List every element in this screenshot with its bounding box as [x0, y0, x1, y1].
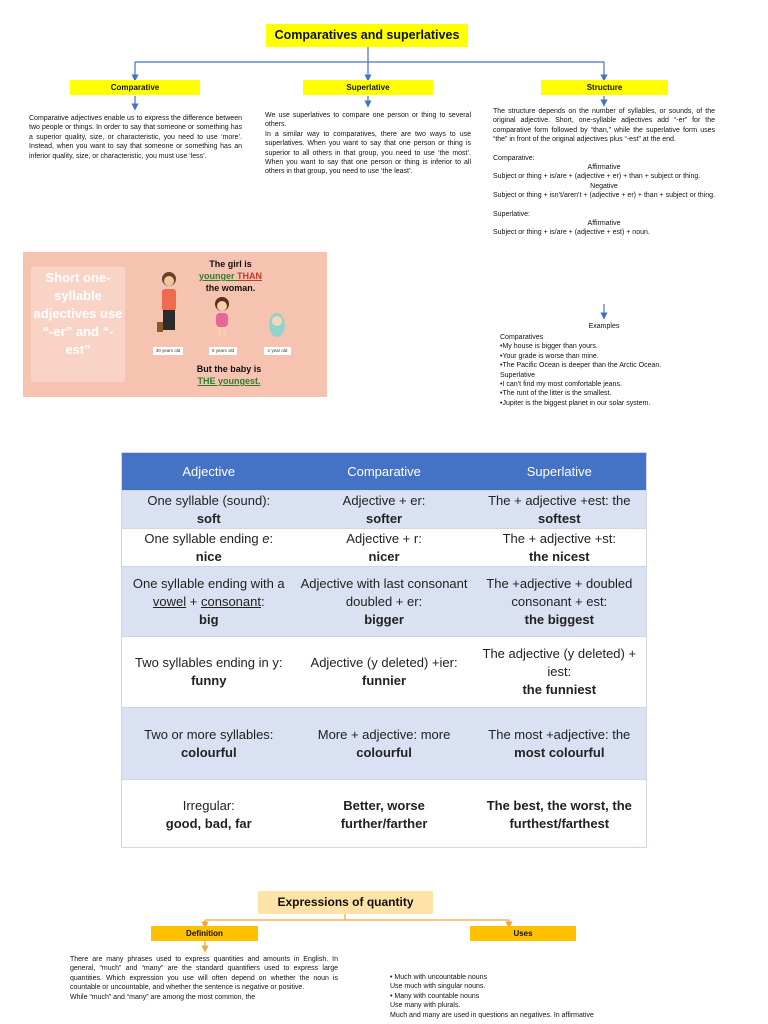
list-item: Use much with singular nouns. — [390, 983, 486, 991]
infographic — [23, 252, 327, 397]
cell-text: Adjective (y deleted) +ier: — [310, 655, 458, 670]
list-item: •Jupiter is the biggest planet in our solar system. — [500, 399, 651, 407]
cell-text-italic: e — [262, 530, 270, 546]
comparative-header: Comparative — [70, 80, 200, 95]
page-title: Comparatives and superlatives — [266, 24, 468, 47]
cell-example: The best, the worst, the — [486, 797, 632, 813]
structure-negative-label: Negative — [590, 182, 618, 190]
structure-intro: The structure depends on the number of syllables, or sounds, of the original adjective. Short, one-syllable adjectives add “-er” for the comparative form followed by “than,” while the superlative form uses “the” in front of the original adjectives plus “-est” at the end. — [493, 108, 715, 144]
cell-text: : — [260, 593, 265, 609]
caption-younger: younger — [198, 271, 237, 281]
cell-example: furthest/farthest — [509, 815, 610, 831]
cell-text: The +adjective + doubled consonant + est: — [486, 575, 633, 609]
structure-affirmative-label-2: Affirmative — [587, 220, 621, 228]
cell-text: The adjective (y deleted) + iest: — [482, 646, 637, 679]
examples-label: Examples — [588, 323, 620, 330]
infographic-bottom-caption — [189, 363, 269, 387]
cell-text: + — [186, 593, 201, 609]
cell-example: nice — [195, 548, 222, 564]
cell-text-underlined: consonant — [200, 593, 261, 609]
caption-than: THAN — [237, 271, 262, 281]
cell-example: good, bad, far — [165, 815, 252, 831]
uses-header: Uses — [470, 926, 576, 941]
structure-superlative-label: Superlative: — [493, 210, 530, 218]
uses-list — [390, 973, 690, 1020]
definition-text: There are many phrases used to express quantities and amounts in English. In general, “much” and “many” are the standard quantifiers used to express large quantities. Which expression you use will often depend on whether the noun is countable or uncountable, and whether the sentence is negative or positive. While “much” and “many” are among the most common, the — [70, 956, 338, 1001]
cell-example: softest — [537, 510, 581, 526]
age-label-girl: 8 years old — [209, 347, 237, 355]
cell-example: bigger — [364, 611, 404, 627]
list-item: Comparatives — [500, 334, 544, 341]
list-item: •I can’t find my most comfortable jeans. — [500, 381, 622, 389]
cell-text: One syllable ending — [144, 530, 263, 546]
caption-line: the woman. — [205, 283, 256, 293]
column-header: Adjective — [121, 452, 297, 491]
structure-header: Structure — [541, 80, 668, 95]
structure-column — [493, 107, 715, 238]
cell-example: funnier — [362, 673, 407, 688]
cell-text: The + adjective +est: the — [488, 492, 631, 508]
cell-example: funny — [191, 673, 227, 688]
list-item: Much and many are used in questions an negatives. In affirmative — [390, 1011, 594, 1019]
cell-example: the biggest — [524, 611, 594, 627]
caption-line: The girl is — [209, 259, 252, 269]
caption-line — [193, 270, 268, 282]
cell-text: The most +adjective: the — [488, 726, 631, 742]
cell-example: softer — [365, 510, 403, 526]
structure-comparative-affirmative: Subject or thing + is/are + (adjective + er) + than + subject or thing. — [493, 173, 701, 181]
list-item: Superlative — [500, 371, 536, 379]
caption-youngest: THE youngest. — [197, 376, 261, 386]
table-border — [121, 452, 647, 848]
cell-text: Adjective + r: — [346, 530, 422, 546]
list-item: • Much with uncountable nouns — [390, 974, 488, 981]
definition-header: Definition — [151, 926, 258, 941]
examples-list — [500, 333, 720, 408]
cell-example: the funniest — [522, 682, 597, 697]
cell-example: further/farther — [340, 815, 428, 831]
age-label-woman: 30 years old — [153, 347, 183, 355]
cell-example: nicer — [368, 548, 400, 564]
girl-figure — [215, 297, 229, 336]
list-item: •The runt of the litter is the smallest. — [500, 390, 612, 398]
cell-text: The + adjective +st: — [502, 530, 617, 546]
list-item: • Many with countable nouns — [390, 992, 480, 1000]
cell-text: Adjective with last consonant doubled + er: — [300, 575, 468, 609]
cell-text: Two or more syllables: — [144, 726, 274, 742]
superlative-description: We use superlatives to compare one person or thing to several others. In a similar way to comparatives, there are two ways to use superlatives. When you want to say that one person or thing is superior to all others in that group, you need to use ‘the most’. When you want to say that one person or thing is inferior to all others in that group, you need to use ‘the least’. — [265, 112, 471, 176]
cell-text: One syllable ending with a — [132, 575, 285, 591]
cell-text: One syllable (sound): — [147, 492, 271, 508]
age-label-baby: 1 year old — [264, 347, 291, 355]
list-item: Use many with plurals. — [390, 1002, 461, 1010]
cell-example: Better, worse — [343, 797, 425, 813]
structure-comparative-negative: Subject or thing + isn’t/aren’t + (adjective + er) + than + subject or thing. — [493, 192, 715, 200]
quantity-title: Expressions of quantity — [258, 891, 433, 914]
cell-example: the nicest — [528, 548, 590, 564]
list-item: •The Pacific Ocean is deeper than the Arctic Ocean. — [500, 362, 662, 370]
cell-text: Two syllables ending in y: — [135, 655, 283, 670]
cell-example: soft — [196, 510, 221, 526]
cell-example: most colourful — [514, 744, 605, 760]
infographic-top-caption — [193, 258, 268, 294]
structure-comparative-label: Comparative: — [493, 154, 535, 162]
cell-example: colourful — [356, 744, 412, 760]
comparative-description: Comparative adjectives enable us to express the difference between two people or things. In order to say that someone or something has a superior quality, size, or characteristic, you need to use ‘more’. Instead, when you want to say that someone or something has an inferior quality, size, or characteristic, you must use ‘less’. — [29, 115, 242, 160]
cell-text: Adjective + er: — [342, 492, 426, 508]
cell-text: : — [269, 530, 274, 546]
cell-text-underlined: vowel — [152, 593, 187, 609]
woman-figure — [157, 272, 176, 340]
list-item: •Your grade is worse than mine. — [500, 352, 599, 360]
cell-example: colourful — [180, 744, 237, 760]
cell-example-part: bi — [199, 611, 211, 627]
infographic-rule-text: Short one-syllable adjectives use “-er” and “-est” — [33, 270, 123, 357]
list-item: •My house is bigger than yours. — [500, 343, 598, 351]
column-header: Superlative — [472, 452, 647, 491]
caption-line: But the baby is — [196, 364, 262, 374]
column-header: Comparative — [297, 452, 472, 491]
people-illustration — [23, 252, 327, 397]
cell-text: Irregular: — [182, 797, 235, 813]
structure-affirmative-label: Affirmative — [587, 164, 621, 172]
baby-figure — [269, 313, 285, 337]
cell-example-part: g — [210, 611, 219, 627]
structure-superlative-affirmative: Subject or thing + is/are + (adjective + est) + noun. — [493, 229, 650, 237]
cell-text: More + adjective: more — [317, 726, 451, 742]
superlative-header: Superlative — [303, 80, 433, 95]
